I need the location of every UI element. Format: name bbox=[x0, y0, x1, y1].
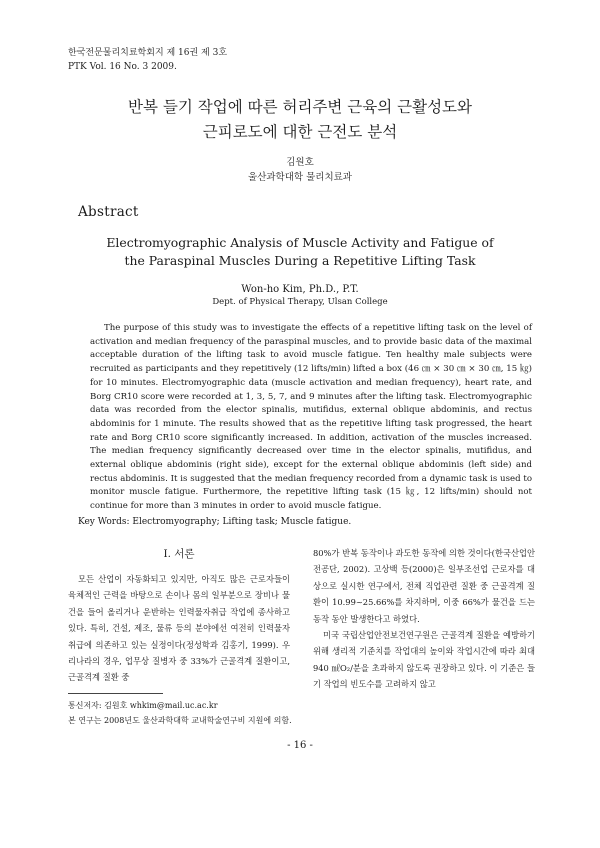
english-author-name: Won-ho Kim, Ph.D., P.T. bbox=[241, 284, 359, 295]
korean-author-affiliation: 울산과학대학 물리치료과 bbox=[248, 172, 352, 183]
abstract-heading: Abstract bbox=[78, 204, 139, 220]
abstract-body: The purpose of this study was to investigate the effects of a repetitive lifting task on the level of activation and median frequency of the paraspinal muscles, and to provide basic data of the maximal acceptable duration of the lifting task to avoid muscle fatigue. Ten healthy male subjects were recruited as participants and they repetitively (12 lifts/min) lifted a box (46 ㎝ × 30 ㎝ × 30 ㎝, 15 ㎏) for 10 minutes. Electromyographic data (muscle activation and median frequency), heart rate, and Borg CR10 score were recorded at 1, 3, 5, 7, and 9 minutes after the lifting task. Electromyographic data was recorded from the elector spinalis, mutifidus, external oblique abdominis, and rectus abdominis for 1 minute. The results showed that as the repetitive lifting task progressed, the heart rate and Borg CR10 score significantly increased. In addition, activation of the muscles increased. The median frequency significantly decreased over time in the elector spinalis, mutifidus, and external oblique abdominis (right side), except for the external oblique abdominis (left side) and rectus abdominis. It is suggested that the median frequency recorded from a dynamic task is used to monitor muscle fatigue. Furthermore, the repetitive lifting task (15 ㎏, 12 lifts/min) should not continue for more than 3 minutes in order to avoid muscle fatigue. bbox=[90, 323, 532, 512]
section-heading-introduction: Ⅰ. 서론 bbox=[163, 548, 195, 560]
korean-title-line1: 반복 들기 작업에 따른 허리주변 근육의 근활성도와 bbox=[128, 98, 472, 116]
corresponding-author-note: 통신저자: 김원호 whkim@mail.uc.ac.kr bbox=[68, 701, 218, 710]
left-column bbox=[68, 545, 290, 686]
intro-paragraph: 모든 산업이 자동화되고 있지만, 아직도 많은 근로자들이 육체적인 근력을 바탕으로 손이나 몸의 일부분으로 장비나 물건을 들어 올리거나 운반하는 인력물자취급 작업에 종사하고 있다. 특히, 건설, 제조, 물류 등의 분야에선 여전히 인력물자취급에 의존하고 있는 실정이다(정성학과 김홍기, 1999). 우리나라의 경우, 업무상 질병자 중 33%가 근골격계 질환이고, 근골격계 질환 중 bbox=[68, 574, 290, 683]
footnote-block bbox=[68, 698, 538, 728]
korean-author-name: 김원호 bbox=[286, 157, 314, 168]
journal-header-korean: 한국전문물리치료학회지 제 16권 제 3호 bbox=[68, 48, 228, 58]
korean-title-line2: 근피로도에 대한 근전도 분석 bbox=[202, 123, 398, 141]
intro-paragraph-2: 미국 국립산업안전보건연구원은 근골격계 질환을 예방하기 위해 생리적 기준치를 작업대의 높이와 작업시간에 따라 최대 940 ㎖O₂/분을 초과하지 않도록 권장하고 있다. 이 기준은 들기 작업의 빈도수를 고려하지 않고 bbox=[313, 630, 535, 690]
english-title bbox=[0, 234, 600, 270]
right-column bbox=[313, 545, 535, 693]
english-author-block bbox=[0, 283, 600, 309]
english-title-line1: Electromyographic Analysis of Muscle Activity and Fatigue of bbox=[106, 235, 494, 250]
page-number: - 16 - bbox=[287, 740, 313, 751]
keywords: Key Words: Electromyography; Lifting task; Muscle fatigue. bbox=[78, 517, 352, 527]
english-author-affiliation: Dept. of Physical Therapy, Ulsan College bbox=[212, 297, 388, 307]
footnote-divider bbox=[68, 693, 163, 694]
korean-author-block bbox=[0, 155, 600, 185]
journal-header-english: PTK Vol. 16 No. 3 2009. bbox=[68, 62, 177, 72]
intro-paragraph-continued: 80%가 반복 동작이나 과도한 동작에 의한 것이다(한국산업안전공단, 2002). 고상백 등(2000)은 일부조선업 근로자를 대상으로 실시한 연구에서, 전체 직업관련 질환 중 근골격계 질환이 10.99~25.66%를 차지하며, 이중 66%가 물건을 드는 동작 동안 발생한다고 하였다. bbox=[313, 548, 535, 624]
korean-title bbox=[0, 95, 600, 145]
funding-note: 본 연구는 2008년도 울산과학대학 교내학술연구비 지원에 의함. bbox=[68, 716, 292, 725]
english-title-line2: the Paraspinal Muscles During a Repetitive Lifting Task bbox=[124, 253, 476, 268]
journal-header bbox=[68, 46, 227, 74]
